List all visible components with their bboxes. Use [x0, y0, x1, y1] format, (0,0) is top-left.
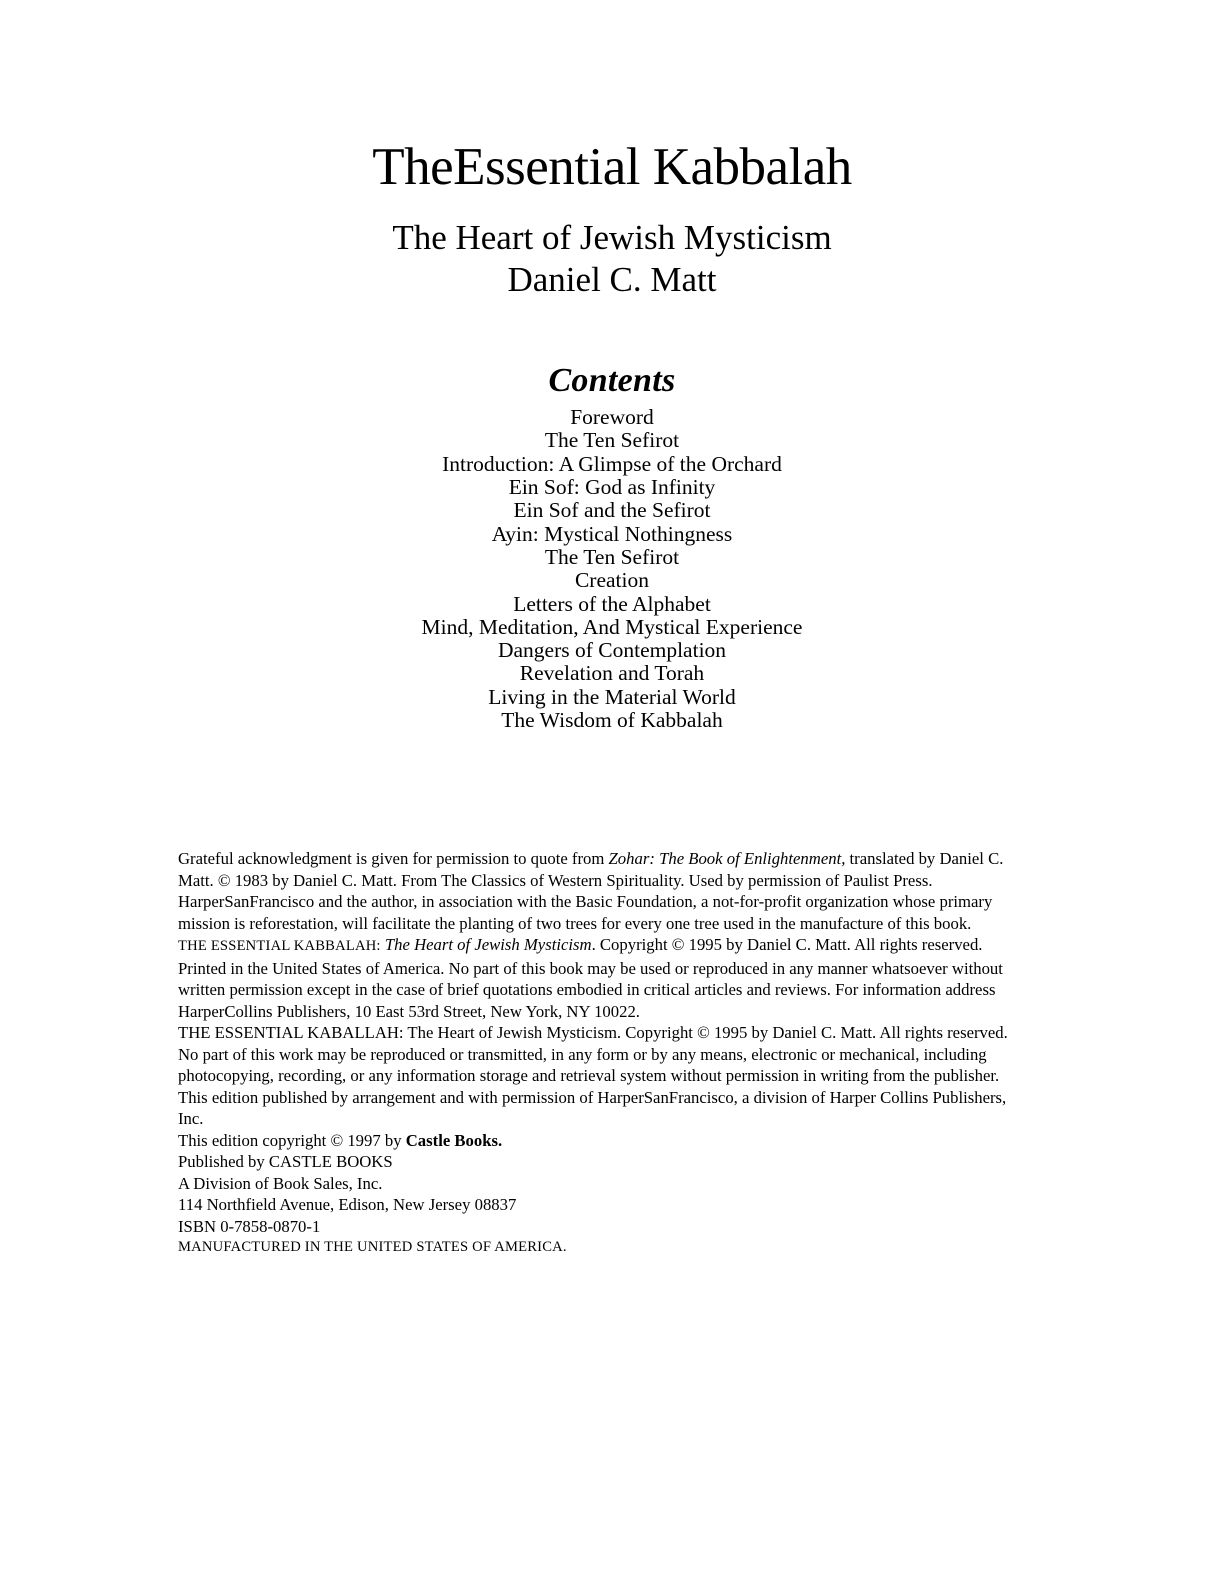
- copyright-paragraph: [178, 934, 1023, 1022]
- publisher-line: Published by CASTLE BOOKS: [178, 1152, 393, 1171]
- list-item: Living in the Material World: [488, 684, 736, 709]
- address-line: 114 Northfield Avenue, Edison, New Jersey 08837: [178, 1195, 517, 1214]
- list-item: Revelation and Torah: [519, 661, 705, 686]
- acknowledgment-text-post: translated by Daniel C. Matt. © 1983 by Daniel C. Matt. From The Classics of Western Spirituality. Used by permission of Paulist Press.: [178, 849, 1004, 890]
- list-item: Introduction: A Glimpse of the Orchard: [442, 451, 782, 476]
- list-item: Mind, Meditation, And Mystical Experience: [421, 614, 803, 639]
- second-copyright-paragraph: THE ESSENTIAL KABALLAH: The Heart of Jewish Mysticism. Copyright © 1995 by Daniel C. Matt. All rights reserved. No part of this work may be reproduced or transmitted, in any form or by any means, electronic or mechanical, including photocopying, recording, or any information storage and retrieval system without permission in writing from the publisher.: [178, 1023, 1008, 1085]
- book-subtitle: The Heart of Jewish Mysticism: [392, 217, 832, 257]
- list-item: Ayin: Mystical Nothingness: [491, 521, 733, 546]
- copyright-text: . Copyright © 1995 by Daniel C. Matt. All rights reserved. Printed in the United States of America. No part of this book may be used or reproduced in any manner whatsoever without written permission except in the case of brief quotations embodied in critical articles and reviews. For information address HarperCollins Publishers, 10 East 53rd Street, New York, NY 10022.: [178, 935, 1003, 1021]
- copyright-block: [178, 848, 1023, 1259]
- page-title: TheEssential Kabbalah: [372, 138, 852, 196]
- list-item: The Wisdom of Kabbalah: [501, 708, 723, 732]
- book-author: Daniel C. Matt: [507, 259, 717, 299]
- list-item: Dangers of Contemplation: [497, 638, 727, 663]
- acknowledgment-title: Zohar: The Book of Enlightenment,: [608, 849, 846, 868]
- list-item: Letters of the Alphabet: [513, 591, 711, 616]
- title-block: [0, 0, 1224, 300]
- edition-text: This edition copyright © 1997 by: [178, 1130, 406, 1150]
- edition-paragraph: [178, 1130, 1023, 1152]
- contents-list: [0, 406, 1224, 732]
- isbn-line: ISBN 0-7858-0870-1: [178, 1216, 321, 1236]
- acknowledgment-text-pre: Grateful acknowledgment is given for permission to quote from: [178, 849, 609, 868]
- list-item: The Ten Sefirot: [544, 428, 680, 453]
- copyright-title-caps: THE ESSENTIAL KABBALAH:: [178, 938, 381, 954]
- contents-heading: Contents: [548, 362, 676, 400]
- manufactured-line: MANUFACTURED IN THE UNITED STATES OF AMERICA.: [178, 1239, 567, 1255]
- list-item: Ein Sof and the Sefirot: [513, 498, 711, 523]
- list-item: Ein Sof: God as Infinity: [508, 475, 716, 500]
- arrangement-paragraph: This edition published by arrangement and with permission of HarperSanFrancisco, a division of Harper Collins Publishers, Inc.: [178, 1087, 1007, 1128]
- edition-publisher: Castle Books.: [405, 1130, 503, 1150]
- copyright-title-italic: The Heart of Jewish Mysticism: [380, 935, 592, 954]
- list-item: The Ten Sefirot: [544, 544, 680, 569]
- reforestation-paragraph: HarperSanFrancisco and the author, in association with the Basic Foundation, a not-for-profit organization whose primary mission is reforestation, will facilitate the planting of two trees for every one tree used in the manufacture of this book.: [178, 892, 993, 933]
- list-item: Creation: [574, 568, 650, 593]
- division-line: A Division of Book Sales, Inc.: [178, 1173, 383, 1193]
- list-item: Foreword: [570, 405, 654, 430]
- acknowledgment-paragraph: [178, 848, 1023, 891]
